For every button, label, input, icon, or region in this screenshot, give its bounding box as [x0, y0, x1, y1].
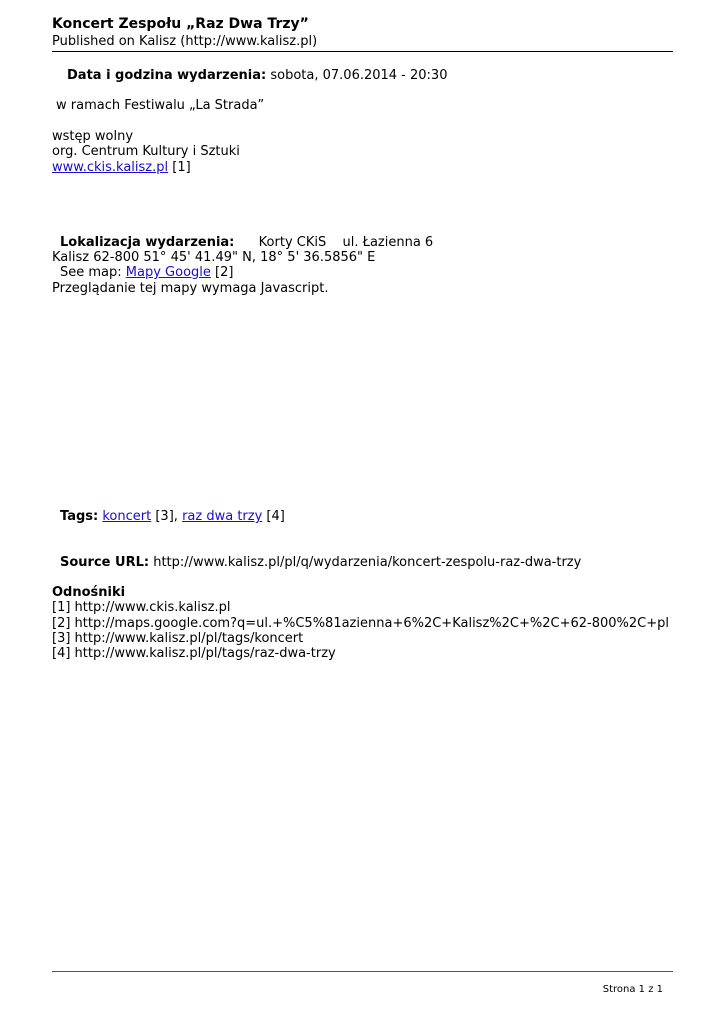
tags-row — [60, 509, 285, 525]
location-place: Korty CKiS — [258, 235, 327, 250]
location-row — [60, 235, 433, 251]
javascript-notice: Przeglądanie tej mapy wymaga Javascript. — [52, 281, 329, 296]
website-ref: [1] — [172, 160, 191, 175]
header-divider — [52, 51, 673, 52]
event-date-value: sobota, 07.06.2014 - 20:30 — [270, 68, 448, 83]
page-number: Strona 1 z 1 — [602, 984, 663, 995]
footer-divider — [52, 971, 673, 972]
location-city-coords: Kalisz 62-800 51° 45' 41.49" N, 18° 5' 36.5856" E — [52, 250, 376, 265]
tag-ref-raz-dwa-trzy: [4] — [266, 509, 285, 524]
source-url-row — [60, 555, 581, 571]
reference-item: [4] http://www.kalisz.pl/pl/tags/raz-dwa-trzy — [52, 646, 336, 661]
tag-link-koncert[interactable]: koncert — [102, 509, 152, 524]
source-url-value: http://www.kalisz.pl/pl/q/wydarzenia/koncert-zespolu-raz-dwa-trzy — [153, 555, 582, 570]
location-street: ul. Łazienna 6 — [342, 235, 434, 250]
references-heading: Odnośniki — [52, 585, 126, 600]
festival-text: w ramach Festiwalu „La Strada” — [56, 98, 265, 113]
tag-link-raz-dwa-trzy[interactable]: raz dwa trzy — [182, 509, 263, 524]
tag-ref-koncert: [3] — [155, 509, 174, 524]
website-row — [52, 160, 191, 176]
google-map-link[interactable]: Mapy Google — [125, 265, 211, 280]
event-date-label: Data i godzina wydarzenia: — [67, 68, 267, 83]
tags-label: Tags: — [60, 509, 99, 524]
source-url-label: Source URL: — [60, 555, 150, 570]
tag-separator: , — [173, 509, 178, 524]
entry-text: wstęp wolny — [52, 129, 134, 144]
organizer-text: org. Centrum Kultury i Sztuki — [52, 144, 240, 159]
see-map-row — [60, 265, 233, 281]
document-title: Koncert Zespołu „Raz Dwa Trzy” — [52, 16, 309, 32]
see-map-prefix: See map: — [60, 265, 122, 280]
published-on-line: Published on Kalisz (http://www.kalisz.pl) — [52, 34, 318, 49]
event-date-row — [67, 68, 447, 84]
website-link[interactable]: www.ckis.kalisz.pl — [52, 160, 169, 175]
reference-item: [2] http://maps.google.com?q=ul.+%C5%81azienna+6%2C+Kalisz%2C+%2C+62-800%2C+pl — [52, 616, 669, 631]
location-label: Lokalizacja wydarzenia: — [60, 235, 235, 250]
reference-item: [1] http://www.ckis.kalisz.pl — [52, 600, 231, 615]
map-ref: [2] — [215, 265, 234, 280]
reference-item: [3] http://www.kalisz.pl/pl/tags/koncert — [52, 631, 304, 646]
document-page — [52, 0, 673, 1024]
